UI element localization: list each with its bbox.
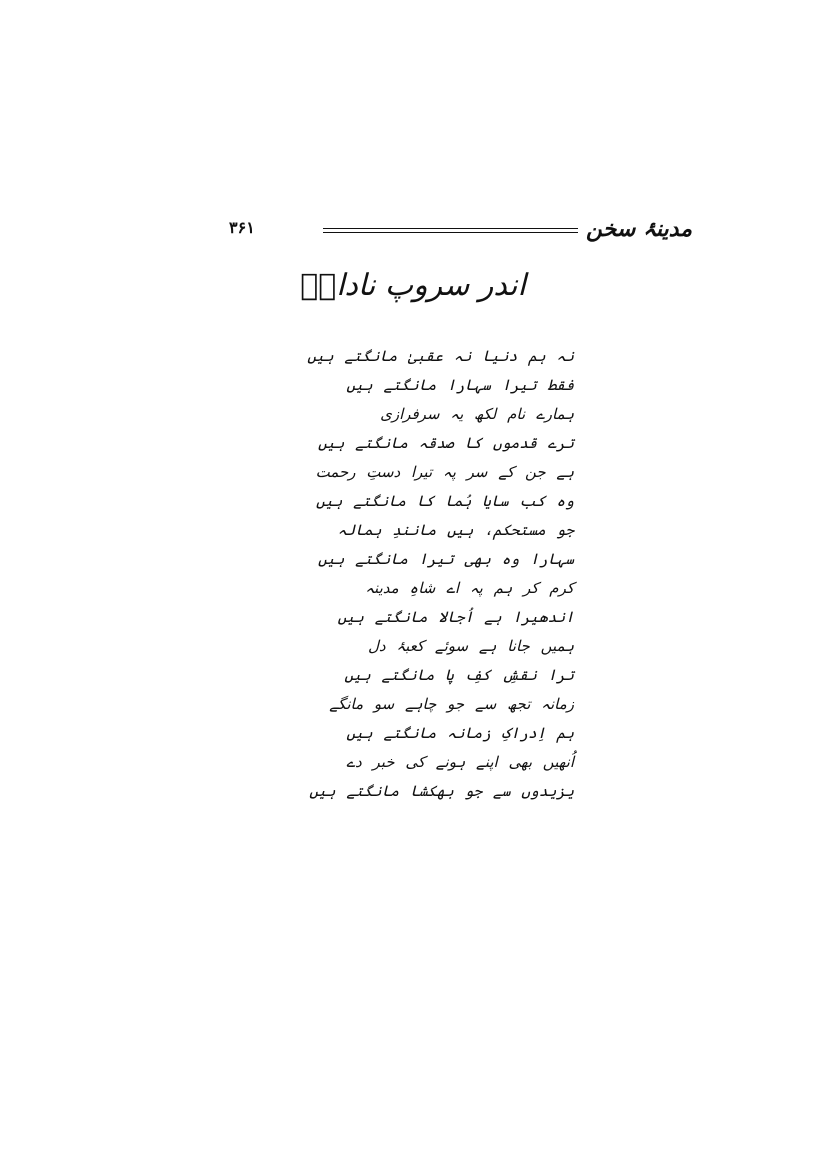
verse-line: جو مستحکم، ہیں مانندِ ہمالہ <box>337 521 574 539</box>
book-title: مدینۂ سخن <box>585 216 692 242</box>
page-number: ۳۶۱ <box>229 218 255 237</box>
verse-line: ہم اِدراکِ زمانہ مانگتے ہیں <box>346 724 574 742</box>
header-rule-bottom <box>323 232 578 233</box>
header-rule-top <box>323 228 578 229</box>
poem-verses <box>254 342 574 806</box>
poem-title: اندر سروپ ناداںؔ <box>300 268 526 303</box>
verse-line: ترا نقشِ کفِ پا مانگتے ہیں <box>344 666 574 684</box>
verse-line: سہارا وہ بھی تیرا مانگتے ہیں <box>318 550 574 568</box>
verse-line: نہ ہم دنیا نہ عقبیٰ مانگتے ہیں <box>307 347 574 365</box>
running-header <box>0 212 826 252</box>
verse-line: ترے قدموں کا صدقہ مانگتے ہیں <box>318 434 574 452</box>
verse-line: یزیدوں سے جو بھکشا مانگتے ہیں <box>309 782 574 800</box>
verse-line: اُنھیں بھی اپنے ہونے کی خبر دے <box>346 753 574 771</box>
verse-line: زمانہ تجھ سے جو چاہے سو مانگے <box>329 695 574 713</box>
verse-line: وہ کب سایا ہُما کا مانگتے ہیں <box>316 492 574 510</box>
verse-line: ہمارے نام لکھ یہ سرفرازی <box>380 405 574 423</box>
verse-line: فقط تیرا سہارا مانگتے ہیں <box>346 376 574 394</box>
verse-line: اندھیرا ہے اُجالا مانگتے ہیں <box>337 608 574 626</box>
verse-line: ہے جن کے سر پہ تیرا دستِ رحمت <box>315 463 574 481</box>
verse-line: ہمیں جانا ہے سوئے کعبۂ دل <box>368 637 574 655</box>
verse-line: کرم کر ہم پہ اے شاہِ مدینہ <box>365 579 574 597</box>
